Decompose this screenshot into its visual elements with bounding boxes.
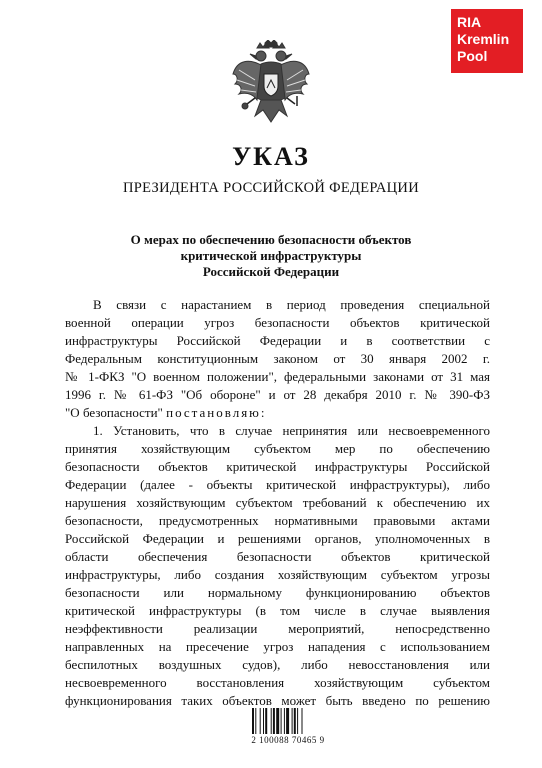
- body-line: области обеспечения безопасности объектов критической: [65, 549, 490, 564]
- body-line: критической инфраструктуры (в том числе в случае выявления: [65, 603, 490, 618]
- body-line: беспилотных воздушных судов), либо невосстановления или: [65, 657, 490, 672]
- heading-line-2: критической инфраструктуры: [180, 248, 362, 263]
- document-subtitle: ПРЕЗИДЕНТА РОССИЙСКОЙ ФЕДЕРАЦИИ: [123, 180, 419, 196]
- body-line-with-decree-word: [65, 404, 490, 422]
- body-line: Федеральным конституционным законом от 30 января 2002 г.: [65, 351, 490, 366]
- body-line: В связи с нарастанием в период проведения специальной: [93, 297, 490, 312]
- body-line: Федерации (далее - объекты критической инфраструктуры), либо: [65, 477, 490, 492]
- body-line: несвоевременного восстановления хозяйствующим субъектом: [65, 675, 490, 690]
- decree-heading: [70, 232, 472, 280]
- document-title: УКАЗ: [232, 142, 310, 171]
- body-line: 1. Установить, что в случае непринятия или несвоевременного: [93, 423, 490, 438]
- decree-word: постановляю:: [166, 405, 267, 420]
- body-line: принятия хозяйствующим субъектом мер по обеспечению: [65, 441, 490, 456]
- ria-kremlin-pool-watermark: [451, 9, 523, 73]
- body-line: безопасности объектов критической инфраструктуры Российской: [65, 459, 490, 474]
- body-line: инфраструктуры Российской Федерации и в соответствии с: [65, 333, 490, 348]
- watermark-line-1: RIA: [457, 14, 482, 30]
- coat-of-arms-eagle-icon: [231, 40, 311, 128]
- body-line: "О безопасности": [65, 405, 163, 420]
- body-line: № 1-ФКЗ "О военном положении", федеральными законами от 31 мая: [65, 369, 490, 384]
- heading-line-1: О мерах по обеспечению безопасности объектов: [130, 232, 412, 247]
- body-line: неэффективности реализации мероприятий, непосредственно: [65, 621, 490, 636]
- body-line: нарушения хозяйствующим субъектом требований к обеспечению их: [65, 495, 490, 510]
- watermark-line-2: Kremlin: [457, 31, 510, 47]
- barcode-icon: [252, 708, 324, 734]
- body-line: инфраструктуры, либо создания хозяйствующим субъектом угрозы: [65, 567, 490, 582]
- body-line: Российской Федерации и решениями органов, уполномоченных в: [65, 531, 490, 546]
- body-line: функционирования таких объектов может быть введено по решению: [65, 693, 490, 708]
- barcode-number: 2 100088 70465 9: [251, 735, 325, 745]
- body-line: направленных на пресечение угроз нападения с использованием: [65, 639, 490, 654]
- body-line: военной операции угроз безопасности объектов критической: [65, 315, 490, 330]
- watermark-line-3: Pool: [457, 48, 488, 64]
- body-line: 1996 г. № 61-ФЗ "Об обороне" и от 28 декабря 2010 г. № 390-ФЗ: [65, 387, 490, 402]
- decree-body: [65, 296, 490, 710]
- body-line: безопасности или нормальному функционированию объектов: [65, 585, 490, 600]
- body-line: безопасности, предусмотренных нормативными правовыми актами: [65, 513, 490, 528]
- heading-line-3: Российской Федерации: [202, 264, 340, 279]
